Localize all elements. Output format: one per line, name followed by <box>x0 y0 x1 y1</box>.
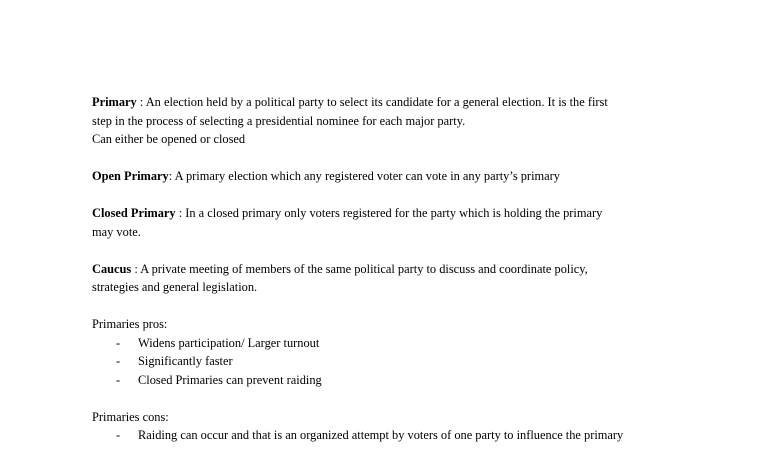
bullet-dash: - <box>116 428 121 442</box>
definition-text: In a closed primary only voters registered for the party which is holding the primary <box>185 206 603 220</box>
list-item: - Raiding can occur and that is an organized attempt by voters of one party to influence the primary <box>92 426 712 445</box>
bullet-dash: - <box>116 335 121 350</box>
list-item: - Significantly faster <box>92 352 712 371</box>
definition-text: strategies and general legislation. <box>92 280 258 294</box>
definition-text: step in the process of selecting a presidential nominee for each major party. <box>92 113 466 128</box>
definition-text: A primary election which any registered voter can vote in any party’s primary <box>174 169 560 183</box>
definition-text: An election held by a political party to select its candidate for a general election. It is the first <box>145 95 608 109</box>
pros-heading: Primaries pros: <box>92 317 168 331</box>
bullet-dash: - <box>116 372 121 387</box>
term-open-primary: Open Primary <box>92 169 169 183</box>
pros-section <box>92 315 712 389</box>
definition-primary: Primary : An election held by a political party to select its candidate for a general election. It is the first step in the process of selecting a presidential nominee for each major party. Can either be opened or closed <box>92 93 712 149</box>
pros-list <box>92 334 712 390</box>
cons-list <box>92 426 712 445</box>
document-page <box>92 93 712 463</box>
bullet-dash: - <box>116 354 121 368</box>
cons-heading: Primaries cons: <box>92 409 169 424</box>
definition-text: A private meeting of members of the same political party to discuss and coordinate policy, <box>140 261 588 276</box>
term-caucus: Caucus <box>92 261 132 276</box>
definition-open-primary: Open Primary: A primary election which any registered voter can vote in any party’s primary <box>92 169 560 183</box>
definition-closed-primary: Closed Primary : In a closed primary only voters registered for the party which is holding the primary may vote. <box>92 204 712 241</box>
definition-text: Can either be opened or closed <box>92 132 246 146</box>
term-primary: Primary <box>92 95 137 109</box>
term-closed-primary: Closed Primary <box>92 206 176 220</box>
cons-section <box>92 408 712 445</box>
list-item: - Closed Primaries can prevent raiding <box>92 371 712 390</box>
definition-caucus: Caucus : A private meeting of members of the same political party to discuss and coordinate policy, strategies and general legislation. <box>92 260 712 297</box>
definition-text: may vote. <box>92 224 141 239</box>
list-item: - Widens participation/ Larger turnout <box>92 334 712 353</box>
